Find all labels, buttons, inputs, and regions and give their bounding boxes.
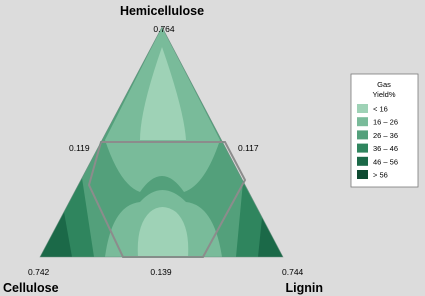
legend-label-4: 46 – 56 [373,157,399,167]
vertex-value-lignin: 0.744 [282,267,304,277]
legend-label-5: > 56 [373,170,388,180]
legend [351,74,418,187]
contour-band-46-56-right [258,218,283,257]
legend-swatch-1 [357,117,368,126]
legend-swatch-3 [357,144,368,153]
legend-label-3: 36 – 46 [373,144,399,154]
legend-title-line2: Yield% [372,90,396,99]
vertex-title-lignin: Lignin [285,281,323,295]
legend-label-0: < 16 [373,104,388,114]
edge-value-left: 0.119 [69,143,90,153]
legend-label-2: 26 – 36 [373,130,399,140]
legend-swatch-5 [357,170,368,179]
edge-value-right: 0.117 [238,143,259,153]
legend-swatch-2 [357,130,368,139]
vertex-value-hemicellulose: 0.764 [153,24,175,34]
vertex-title-cellulose: Cellulose [3,281,59,295]
vertex-title-hemicellulose: Hemicellulose [119,4,205,18]
legend-label-1: 16 – 26 [373,117,399,127]
legend-title-line1: Gas [377,80,391,89]
edge-value-bottom: 0.139 [150,267,172,277]
vertex-value-cellulose: 0.742 [28,267,50,277]
legend-swatch-0 [357,104,368,113]
legend-swatch-4 [357,157,368,166]
